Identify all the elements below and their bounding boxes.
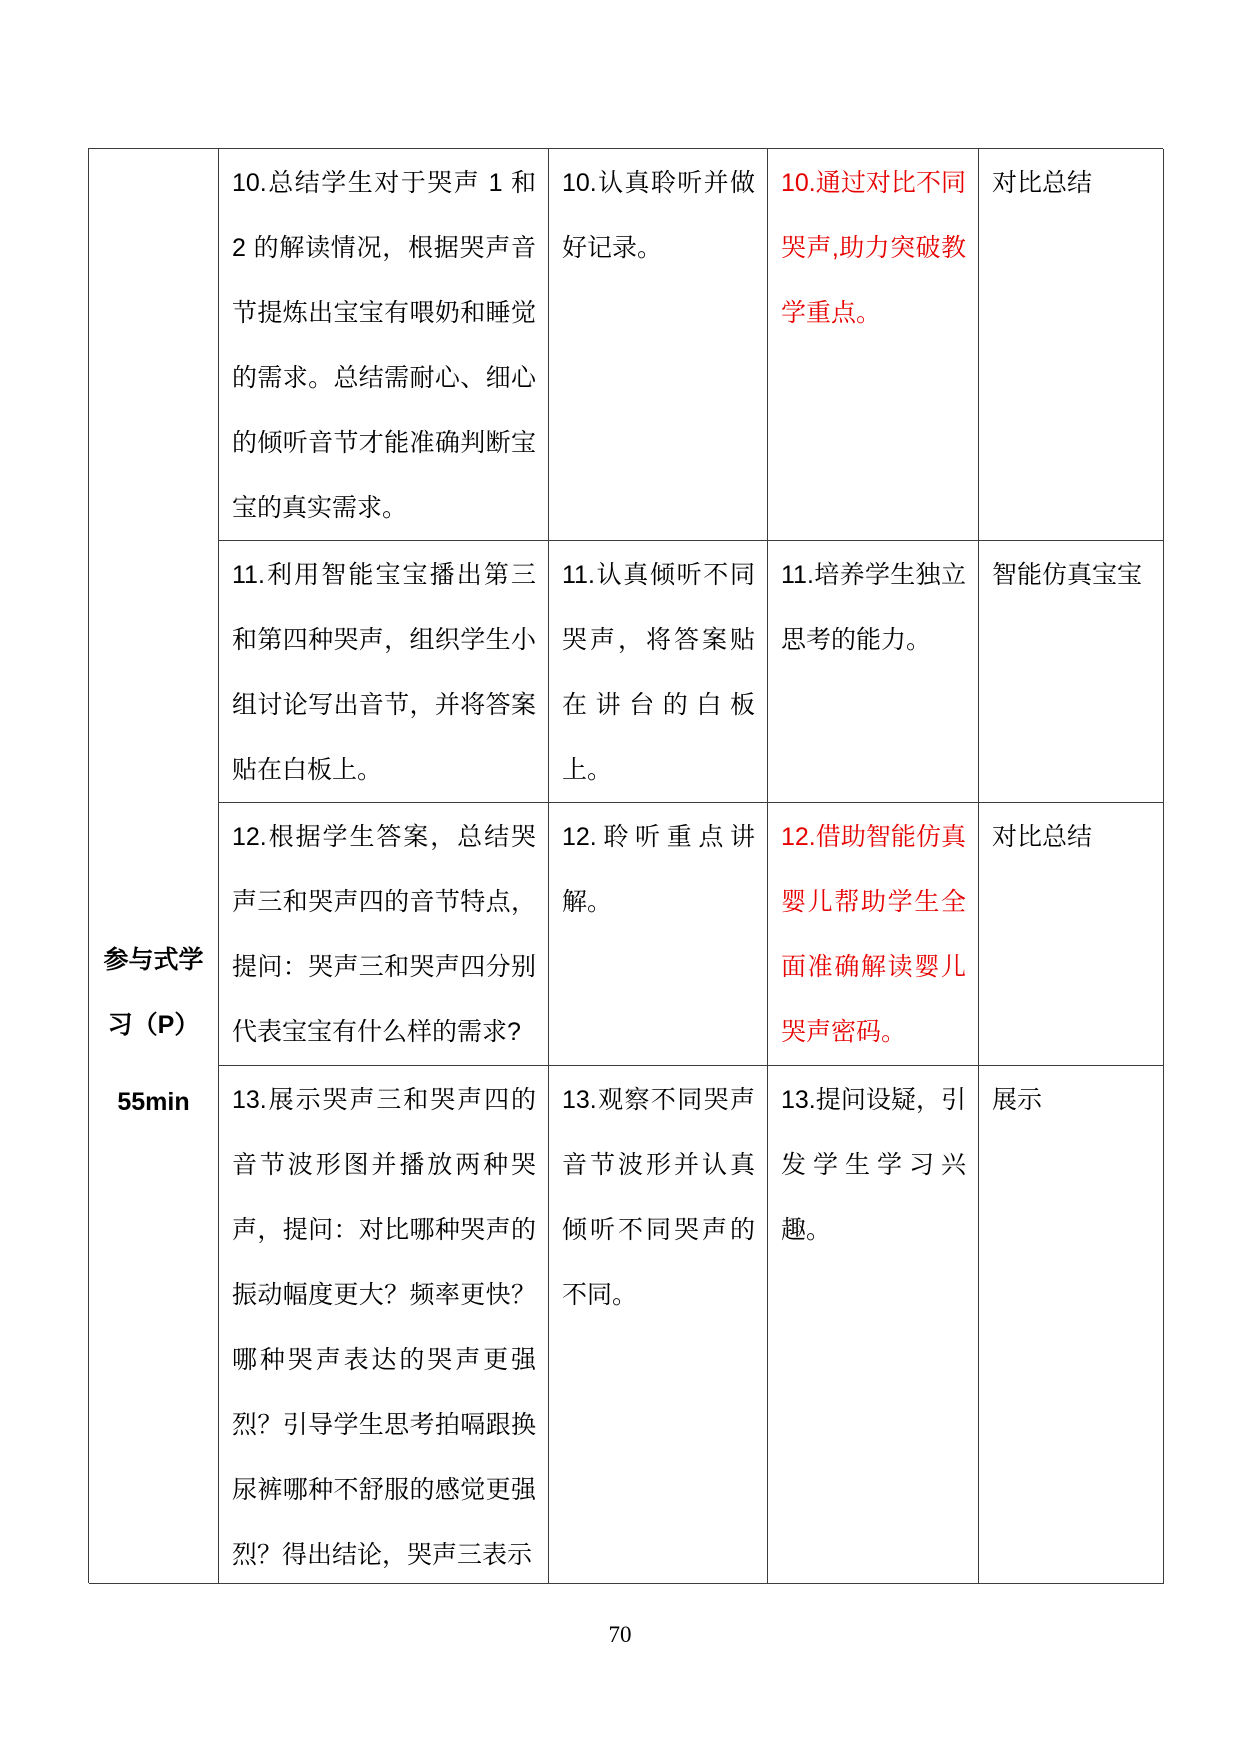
phase-duration: 55min — [117, 1088, 190, 1116]
teacher-activity-cell: 12.根据学生答案，总结哭声三和哭声四的音节特点，提问：哭声三和哭声四分别代表宝宝有什么样的需求? — [219, 803, 549, 1066]
student-activity-cell: 13.观察不同哭声音节波形并认真倾听不同哭声的不同。 — [549, 1066, 768, 1584]
page-number: 70 — [608, 1622, 632, 1647]
design-intent-cell: 12.借助智能仿真婴儿帮助学生全面准确解读婴儿哭声密码。 — [768, 803, 979, 1066]
teaching-method-cell: 对比总结 — [979, 803, 1164, 1066]
teaching-method-cell: 展示 — [979, 1066, 1164, 1584]
teacher-activity-cell: 10.总结学生对于哭声 1 和 2 的解读情况，根据哭声音节提炼出宝宝有喂奶和睡觉的需求。总结需耐心、细心的倾听音节才能准确判断宝宝的真实需求。 — [219, 149, 549, 541]
teaching-method-cell: 智能仿真宝宝 — [979, 541, 1164, 803]
teacher-activity-cell: 13.展示哭声三和哭声四的音节波形图并播放两种哭声，提问：对比哪种哭声的振动幅度更大？频率更快？哪种哭声表达的哭声更强烈？引导学生思考拍嗝跟换尿裤哪种不舒服的感觉更强烈？得出结论，哭声三表示 — [219, 1066, 549, 1584]
phase-cell — [89, 149, 219, 1584]
student-activity-cell: 10.认真聆听并做好记录。 — [549, 149, 768, 541]
phase-label: 参与式学习（P） — [103, 946, 204, 1039]
lesson-plan-table — [88, 148, 1163, 1583]
design-intent-cell: 13.提问设疑，引发学生学习兴趣。 — [768, 1066, 979, 1584]
teaching-method-cell: 对比总结 — [979, 149, 1164, 541]
design-intent-cell: 11.培养学生独立思考的能力。 — [768, 541, 979, 803]
teacher-activity-cell: 11.利用智能宝宝播出第三和第四种哭声，组织学生小组讨论写出音节，并将答案贴在白板上。 — [219, 541, 549, 803]
design-intent-cell: 10.通过对比不同哭声,助力突破教学重点。 — [768, 149, 979, 541]
student-activity-cell: 12.聆听重点讲解。 — [549, 803, 768, 1066]
student-activity-cell: 11.认真倾听不同哭声，将答案贴在讲台的白板上。 — [549, 541, 768, 803]
